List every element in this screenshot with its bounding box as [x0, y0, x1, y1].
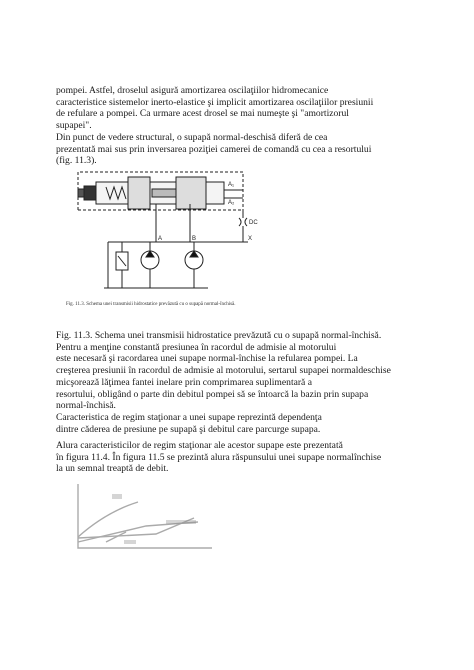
text-line: (fig. 11.3). [56, 155, 97, 167]
label-a2: A₂ [228, 200, 235, 206]
text-line: caracteristice sistemelor inerto-elastice şi implicit amortizarea oscilaţiilor presiunii [56, 96, 374, 108]
text-line: Din punct de vedere structural, o supapă normal-deschisă diferă de cea [56, 131, 328, 143]
hydrostatic-transmission-schematic [68, 160, 276, 302]
characteristic-graph [66, 482, 216, 554]
text-line: Fig. 11.3. Schema unei transmisii hidrostatice prevăzută cu o supapă normal-închisă. [56, 330, 382, 341]
figure-caption: Fig. 11.3. Schema unei transmisii hidrostatice prevăzută cu o supapă normal-închisă. [66, 302, 236, 307]
text-line: Pentru a menţine constantă presiunea în racordul de admisie al motorului [56, 341, 337, 353]
paragraph-1 [56, 85, 396, 167]
text-line: Alura caracteristicilor de regim staţionar ale acestor supape este prezentată [56, 440, 343, 451]
label-a: A [158, 236, 163, 242]
paragraph-3 [56, 440, 396, 475]
text-line: prezentată mai sus prin inversarea poziţiei camerei de comandă cu cea a resortului [56, 143, 372, 155]
text-line: micşorează lăţimea fantei inelare prin comprimarea suplimentară a [56, 376, 312, 388]
paragraph-2 [56, 330, 396, 435]
label-x: X [248, 236, 253, 242]
text-line: resortului, obligând o parte din debitul pompei să se întoarcă la bazin prin supapa [56, 388, 369, 400]
text-line: creşterea presiunii în racordul de admisie al motorului, sertarul supapei normaldeschise [56, 365, 391, 377]
text-line: la un semnal treaptă de debit. [56, 463, 169, 475]
text-line: este necesară şi racordarea unei supape normal-închise la refularea pompei. La [56, 353, 358, 365]
text-line: pompei. Astfel, droselul asigură amortizarea oscilaţiilor hidromecanice [56, 85, 329, 96]
text-line: de refulare a pompei. Ca urmare acest drosel se mai numeşte şi "amortizorul [56, 108, 349, 120]
text-line: dintre căderea de presiune pe supapă şi debitul care parcurge supapa. [56, 423, 321, 435]
text-line: Caracteristica de regim staţionar a unei supape reprezintă dependenţa [56, 411, 322, 423]
label-dc: DC [249, 220, 258, 226]
text-line: supapei". [56, 120, 92, 132]
label-a1: A₁ [228, 182, 235, 188]
text-line: în figura 11.4. În figura 11.5 se prezintă alura răspunsului unei supape normalînchise [56, 451, 382, 463]
label-b: B [192, 236, 197, 242]
text-line: normal-închisă. [56, 400, 116, 412]
